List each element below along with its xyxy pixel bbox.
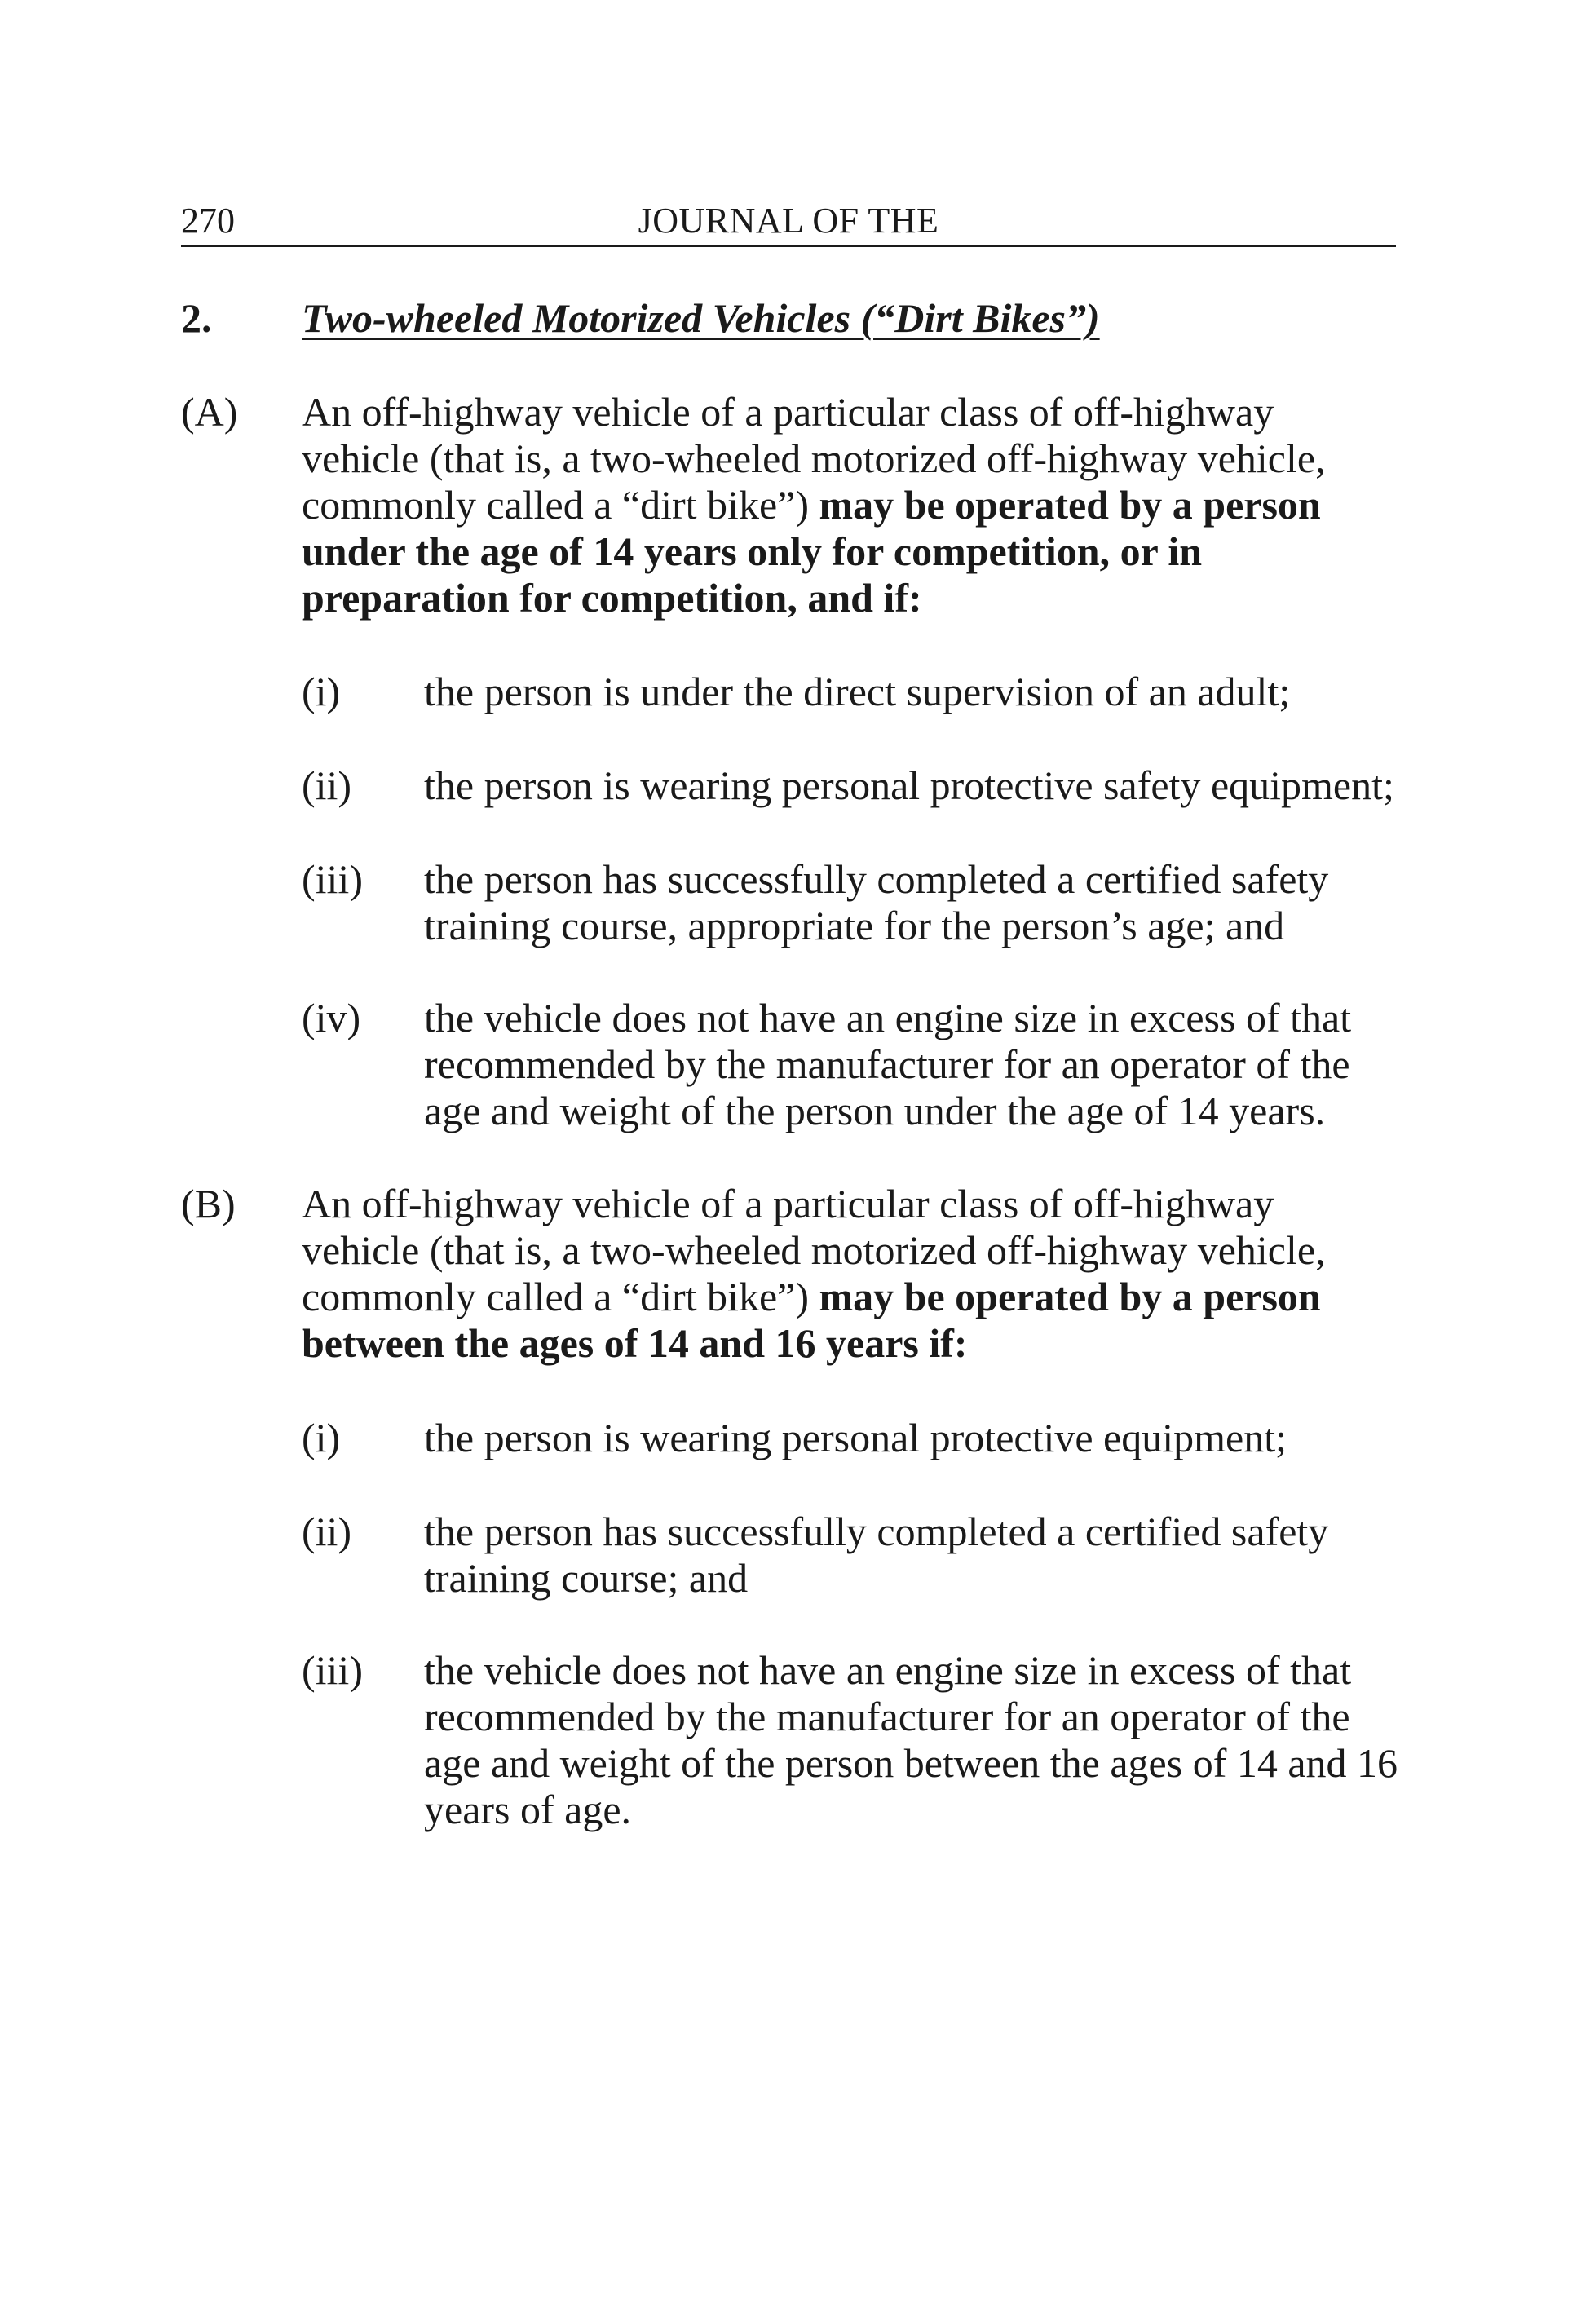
paragraph-b-item-label: (ii) [302, 1509, 352, 1554]
paragraph-a-item-label: (iii) [302, 856, 363, 902]
paragraph-b-text [302, 1181, 1398, 1367]
paragraph-a-text [302, 389, 1398, 621]
item-line: years of age. [424, 1787, 632, 1832]
paragraph-a-item-label: (ii) [302, 762, 352, 808]
paragraph-a-bold-line: under the age of 14 years only for competition, or in [302, 528, 1203, 574]
paragraph-a-line [302, 482, 1398, 528]
paragraph-b-item-text [424, 1647, 1398, 1833]
item-line: the person is under the direct supervision of an adult; [424, 669, 1291, 714]
item-line: the vehicle does not have an engine size in excess of that [424, 1647, 1352, 1693]
item-line: age and weight of the person under the age of 14 years. [424, 1088, 1326, 1133]
paragraph-a-item-label: (iv) [302, 995, 361, 1040]
paragraph-b-line [302, 1274, 1398, 1320]
item-line: recommended by the manufacturer for an operator of the [424, 1041, 1350, 1087]
paragraph-b-line: An off-highway vehicle of a particular class of off-highway [302, 1181, 1274, 1226]
paragraph-b-plain-fragment: commonly called a “dirt bike”) [302, 1274, 819, 1319]
paragraph-a-bold-line: preparation for competition, and if: [302, 575, 922, 621]
paragraph-a-label: (A) [181, 389, 238, 435]
paragraph-b-bold-line: between the ages of 14 and 16 years if: [302, 1320, 968, 1366]
paragraph-a-item-label: (i) [302, 669, 341, 714]
paragraph-b-label: (B) [181, 1181, 236, 1226]
paragraph-a-bold-fragment: may be operated by a person [819, 482, 1321, 528]
running-header [181, 197, 1396, 247]
item-line: training course; and [424, 1555, 749, 1601]
paragraph-b-item-text [424, 1509, 1398, 1602]
paragraph-b-item-label: (iii) [302, 1647, 363, 1693]
paragraph-a-line: An off-highway vehicle of a particular class of off-highway [302, 389, 1274, 435]
paragraph-a-item-text [424, 669, 1398, 715]
paragraph-a-line: vehicle (that is, a two-wheeled motorized off-highway vehicle, [302, 435, 1326, 481]
item-line: the person is wearing personal protective safety equipment; [424, 762, 1394, 808]
item-line: the person is wearing personal protective equipment; [424, 1415, 1287, 1460]
paragraph-a-item-text [424, 856, 1398, 949]
item-line: training course, appropriate for the person’s age; and [424, 903, 1285, 948]
paragraph-a-plain-fragment: commonly called a “dirt bike”) [302, 482, 819, 528]
item-line: the vehicle does not have an engine size in excess of that [424, 995, 1352, 1040]
section-number: 2. [181, 295, 212, 341]
paragraph-b-line: vehicle (that is, a two-wheeled motorized off-highway vehicle, [302, 1227, 1326, 1273]
journal-title: JOURNAL OF THE [638, 201, 939, 241]
paragraph-a-item-text [424, 995, 1398, 1134]
paragraph-b-item-text [424, 1415, 1398, 1461]
page-number: 270 [181, 201, 235, 241]
section-title: Two-wheeled Motorized Vehicles (“Dirt Bikes”) [302, 295, 1100, 341]
item-line: age and weight of the person between the ages of 14 and 16 [424, 1740, 1398, 1786]
paragraph-b-bold-fragment: may be operated by a person [819, 1274, 1321, 1319]
item-line: recommended by the manufacturer for an operator of the [424, 1694, 1350, 1739]
paragraph-a-item-text [424, 762, 1398, 809]
item-line: the person has successfully completed a certified safety [424, 1509, 1329, 1554]
item-line: the person has successfully completed a certified safety [424, 856, 1329, 902]
paragraph-b-item-label: (i) [302, 1415, 341, 1460]
